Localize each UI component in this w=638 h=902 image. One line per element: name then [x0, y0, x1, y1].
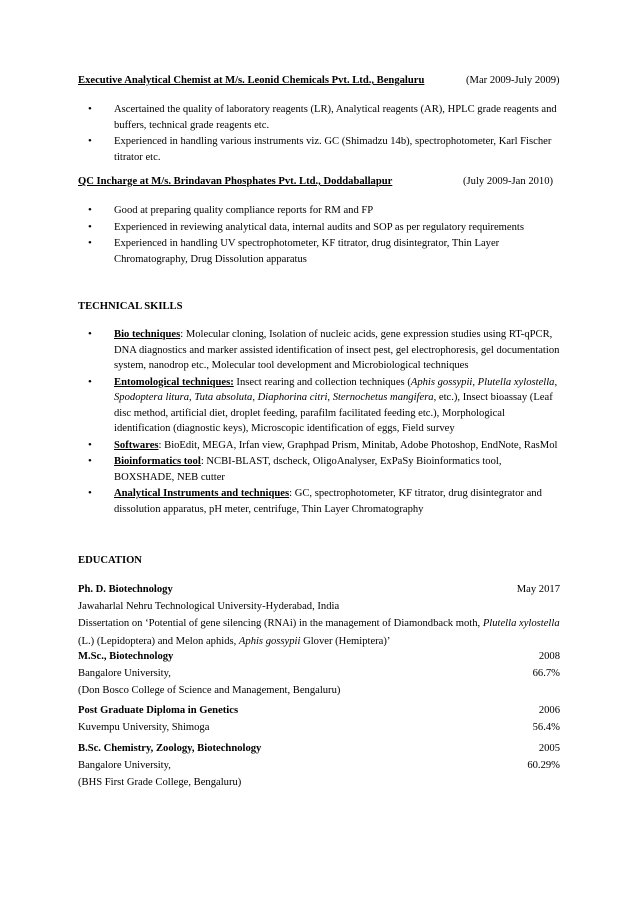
skill-text: , etc.), Insect bioassay (Leaf disc method, artificial diet, droplet feeding, parafilm facilitated feeding etc.), Morphological identification (diagnostic keys), Microscopic identification of eggs, Field survey [114, 392, 553, 434]
skill-text: Insect rearing and collection techniques ( [233, 376, 411, 388]
list-item: • Experienced in handling UV spectrophotometer, KF titrator, drug disintegrator, Thin Layer Chromatography, Drug Dissolution apparatus [88, 236, 562, 267]
job-title-brindavan: QC Incharge at M/s. Brindavan Phosphates Pvt. Ltd., Doddaballapur [78, 176, 393, 187]
skill-label: Bioinformatics tool [114, 456, 201, 467]
degree-date: May 2017 [516, 584, 560, 595]
education-bsc [78, 740, 560, 792]
separator: , [252, 392, 258, 403]
degree-name: M.Sc., Biotechnology [78, 651, 174, 662]
job-dates-leonid: (Mar 2009-July 2009) [466, 75, 560, 86]
skill-label: Analytical Instruments and techniques [114, 488, 290, 499]
institution: Bangalore University, [78, 760, 171, 772]
edu-row [78, 665, 560, 682]
dissertation-text: Dissertation on ‘Potential of gene silencing (RNAi) in the management of Diamondback moth, [78, 618, 483, 630]
job-dates-brindavan: (July 2009-Jan 2010) [463, 176, 554, 187]
score: 56.4% [532, 722, 560, 734]
species-name: Sternochetus mangifera [332, 392, 434, 403]
skill-label: Softwares [114, 439, 159, 451]
skill-item-bioinformatics [88, 454, 562, 485]
species-name: Aphis gossypii [410, 376, 473, 388]
job-title-leonid: Executive Analytical Chemist at M/s. Leonid Chemicals Pvt. Ltd., Bengaluru [78, 75, 425, 86]
college: (BHS First Grade College, Bengaluru) [78, 777, 242, 789]
institution: Jawaharlal Nehru Technological University-Hyderabad, India [78, 601, 340, 613]
edu-row [78, 757, 560, 774]
college: (Don Bosco College of Science and Management, Bengaluru) [78, 685, 341, 697]
dissertation-text: (L.) (Lepidoptera) and Melon aphids, [78, 635, 239, 647]
degree-year: 2005 [538, 743, 560, 754]
dissertation-text: Glover (Hemiptera)’ [300, 635, 391, 647]
list-item: • Experienced in reviewing analytical data, internal audits and SOP as per regulatory requirements [88, 220, 562, 236]
education-pgd [78, 702, 560, 736]
species-name: Spodoptera litura [114, 392, 190, 403]
score: 60.29% [527, 760, 560, 772]
skill-text: : Molecular cloning, Isolation of nucleic acids, gene expression studies using RT-qPCR, DNA diagnostics and marker assisted identification of insect pest, gel electrophoresis, gel documentation system, nanodrop etc., Molecular tool development and Microbiological techniques [114, 329, 560, 371]
list-item: • Ascertained the quality of laboratory reagents (LR), Analytical reagents (AR), HPLC grade reagents and buffers, technical grade reagents etc. [88, 102, 562, 133]
species-name: Tuta absoluta [194, 392, 253, 403]
degree-year: 2008 [538, 651, 560, 662]
education-heading: EDUCATION [78, 555, 142, 566]
separator: , [189, 392, 195, 403]
technical-skills-heading: TECHNICAL SKILLS [78, 301, 183, 312]
separator: , [327, 392, 333, 403]
skill-text: : BioEdit, MEGA, Irfan view, Graphpad Prism, Minitab, Adobe Photoshop, EndNote, RasMol [158, 439, 558, 451]
skill-item-softwares [88, 438, 562, 454]
edu-row [78, 719, 560, 736]
job-bullets-leonid [88, 102, 562, 166]
institution: Kuvempu University, Shimoga [78, 722, 210, 734]
skill-item-bio [88, 327, 562, 374]
separator: , [554, 376, 558, 388]
list-item: • Experienced in handling various instruments viz. GC (Shimadzu 14b), spectrophotometer, Karl Fischer titrator etc. [88, 134, 562, 165]
degree-name: Post Graduate Diploma in Genetics [78, 705, 239, 716]
species-name: Plutella xylostella [482, 618, 560, 630]
score: 66.7% [532, 668, 560, 680]
species-name: Diaphorina citri [257, 392, 328, 403]
degree-name: Ph. D. Biotechnology [78, 584, 173, 595]
degree-year: 2006 [538, 705, 560, 716]
edu-row [78, 702, 560, 719]
skill-text: : GC, spectrophotometer, KF titrator, drug disintegrator and dissolution apparatus, pH meter, centrifuge, Thin Layer Chromatography [114, 488, 542, 515]
edu-row [78, 740, 560, 757]
degree-name: B.Sc. Chemistry, Zoology, Biotechnology [78, 743, 262, 754]
technical-skills-list [88, 327, 562, 518]
education-phd [78, 581, 560, 650]
skill-label: Entomological techniques: [114, 376, 234, 388]
separator: , [472, 376, 478, 388]
skill-label: Bio techniques [114, 329, 181, 340]
dissertation [78, 615, 560, 649]
skill-item-analytical [88, 486, 562, 517]
institution: Bangalore University, [78, 668, 171, 680]
education-msc [78, 648, 560, 700]
species-name: Aphis gossypii [238, 635, 301, 647]
job-bullets-brindavan [88, 203, 562, 268]
skill-text: : NCBI-BLAST, dscheck, OligoAnalyser, ExPaSy Bioinformatics tool, BOXSHADE, NEB cutter [114, 456, 502, 483]
species-name: Plutella xylostella [477, 376, 555, 388]
edu-row [78, 648, 560, 665]
edu-row [78, 581, 560, 598]
skill-item-entomological [88, 375, 562, 437]
list-item: • Good at preparing quality compliance reports for RM and FP [88, 203, 562, 219]
